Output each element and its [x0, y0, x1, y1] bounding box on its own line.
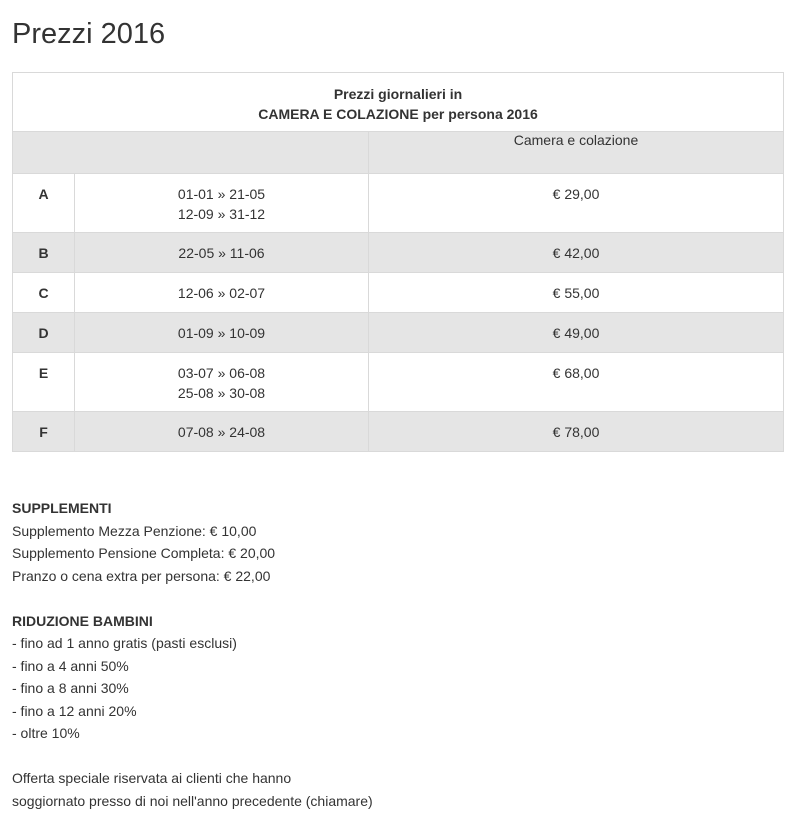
supplement-item: Supplemento Pensione Completa: € 20,00	[12, 545, 276, 561]
table-row	[13, 353, 784, 412]
column-header-empty	[13, 132, 369, 174]
price-cell: € 78,00	[369, 412, 784, 452]
period-cell	[75, 313, 369, 353]
table-heading-line2: CAMERA E COLAZIONE per persona 2016	[258, 106, 538, 122]
price-cell: € 42,00	[369, 233, 784, 273]
table-row	[13, 273, 784, 313]
children-item: - oltre 10%	[12, 725, 80, 741]
category-cell: E	[13, 353, 75, 412]
period-range: 22-05 » 11-06	[178, 245, 265, 261]
column-header-row	[13, 132, 784, 174]
price-cell: € 68,00	[369, 353, 784, 412]
period-range: 25-08 » 30-08	[177, 385, 266, 401]
category-cell: C	[13, 273, 75, 313]
period-cell	[75, 273, 369, 313]
period-cell	[75, 412, 369, 452]
period-range: 01-01 » 21-05	[177, 186, 266, 202]
category-cell: D	[13, 313, 75, 353]
page-title: Prezzi 2016	[12, 18, 166, 50]
children-item: - fino a 8 anni 30%	[12, 680, 129, 696]
column-header-camera: Camera e colazione	[369, 132, 784, 174]
offer-line: Offerta speciale riservata ai clienti che hanno	[12, 770, 292, 786]
children-item: - fino a 4 anni 50%	[12, 657, 129, 674]
period-range: 01-09 » 10-09	[177, 325, 266, 341]
price-cell: € 29,00	[369, 174, 784, 233]
period-range: 03-07 » 06-08	[177, 365, 266, 381]
spacer	[12, 587, 373, 610]
period-cell	[75, 174, 369, 233]
category-cell: B	[13, 233, 75, 273]
period-range: 07-08 » 24-08	[177, 424, 266, 440]
category-cell: F	[13, 412, 75, 452]
table-heading-row	[13, 73, 784, 132]
period-range: 12-06 » 02-07	[177, 285, 266, 301]
children-item: - fino a 12 anni 20%	[12, 702, 137, 719]
children-item: - fino ad 1 anno gratis (pasti esclusi)	[12, 635, 237, 651]
price-cell: € 55,00	[369, 273, 784, 313]
price-cell: € 49,00	[369, 313, 784, 353]
table-row	[13, 174, 784, 233]
table-heading	[13, 73, 784, 132]
table-heading-line1: Prezzi giornalieri in	[333, 86, 463, 102]
table-row	[13, 412, 784, 452]
spacer	[12, 745, 373, 768]
category-cell: A	[13, 174, 75, 233]
period-range: 12-09 » 31-12	[177, 206, 266, 222]
notes	[12, 497, 373, 812]
supplement-item: Pranzo o cena extra per persona: € 22,00	[12, 567, 271, 584]
supplement-item: Supplemento Mezza Penzione: € 10,00	[12, 522, 257, 539]
price-table	[12, 72, 784, 452]
table-row	[13, 233, 784, 273]
children-heading: RIDUZIONE BAMBINI	[12, 612, 153, 629]
supplements-heading: SUPPLEMENTI	[12, 500, 112, 516]
period-cell	[75, 353, 369, 412]
period-cell	[75, 233, 369, 273]
table-row	[13, 313, 784, 353]
offer-line: soggiornato presso di noi nell'anno precedente (chiamare)	[12, 792, 373, 809]
